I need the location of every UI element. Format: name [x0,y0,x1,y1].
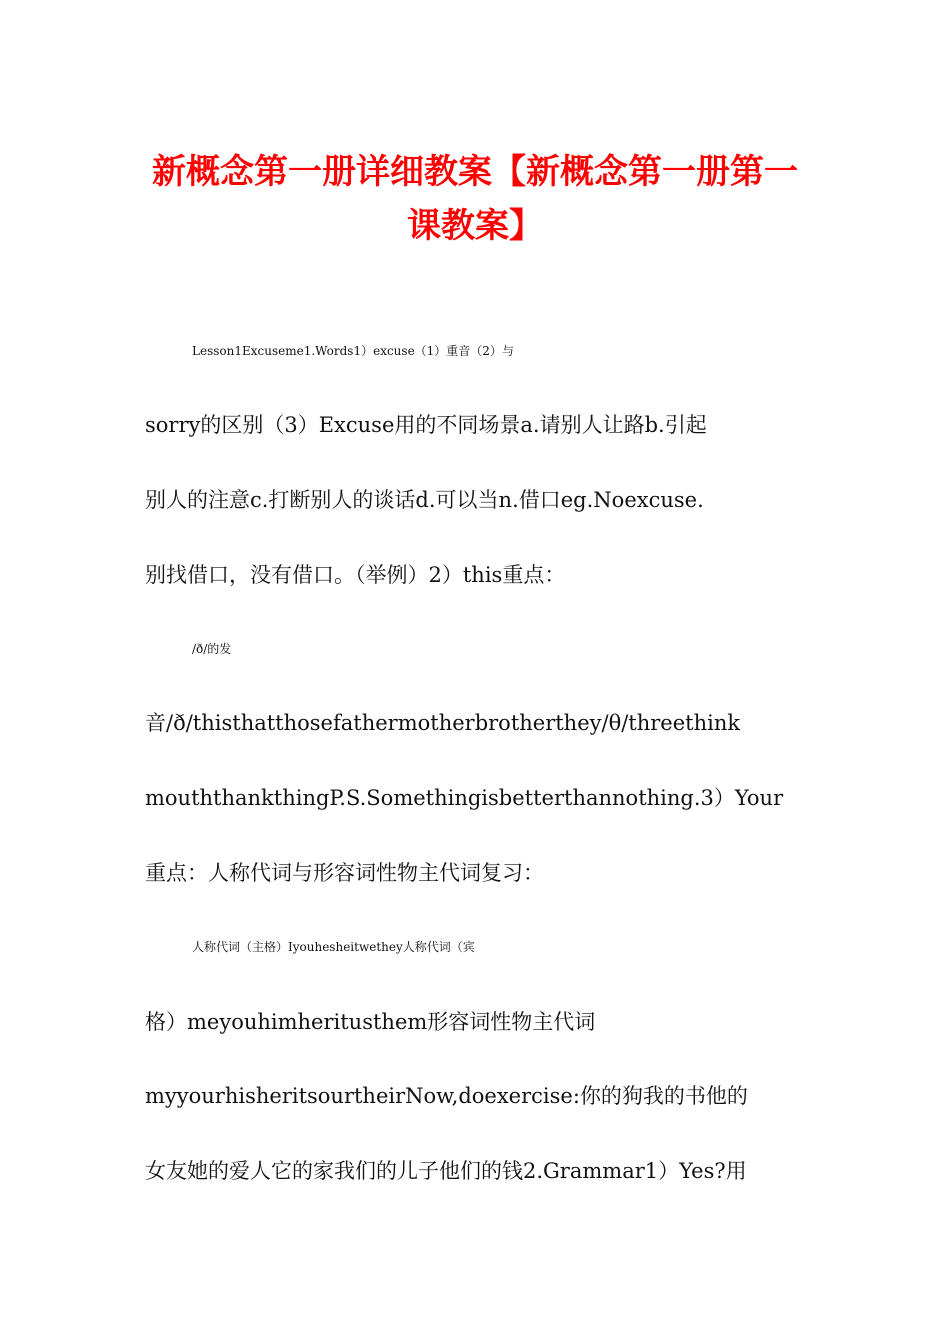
body-line-8: 重点：人称代词与形容词性物主代词复习： [145,861,544,885]
title-line-2: 课教案】 [407,206,543,246]
body-line-5: /ð/的发 [192,642,232,656]
body-line-2: sorry的区别（3）Excuse用的不同场景a.请别人让路b.引起 [145,413,707,437]
body-line-7: mouththankthingP.S.Somethingisbetterthannothing.3）Your [145,786,784,810]
body-line-4: 别找借口，没有借口。（举例）2）this重点： [145,563,566,587]
body-line-12: 女友她的爱人它的家我们的儿子他们的钱2.Grammar1）Yes?用 [145,1159,747,1183]
title-line-1: 新概念第一册详细教案【新概念第一册第一 [152,152,798,192]
body-line-11: myyourhisheritsourtheirNow,doexercise:你的狗我的书他的 [145,1084,748,1108]
body-line-1: Lesson1Excuseme1.Words1）excuse（1）重音（2）与 [192,344,514,358]
body-line-10: 格）meyouhimheritusthem形容词性物主代词 [145,1010,596,1034]
body-line-3: 别人的注意c.打断别人的谈话d.可以当n.借口eg.Noexcuse. [145,488,704,512]
body-line-6: 音/ð/thisthatthosefathermotherbrotherthey/θ/threethink [145,711,741,735]
body-line-9: 人称代词（主格）Iyouhesheitwethey人称代词（宾 [192,940,475,954]
document-title [140,145,810,253]
